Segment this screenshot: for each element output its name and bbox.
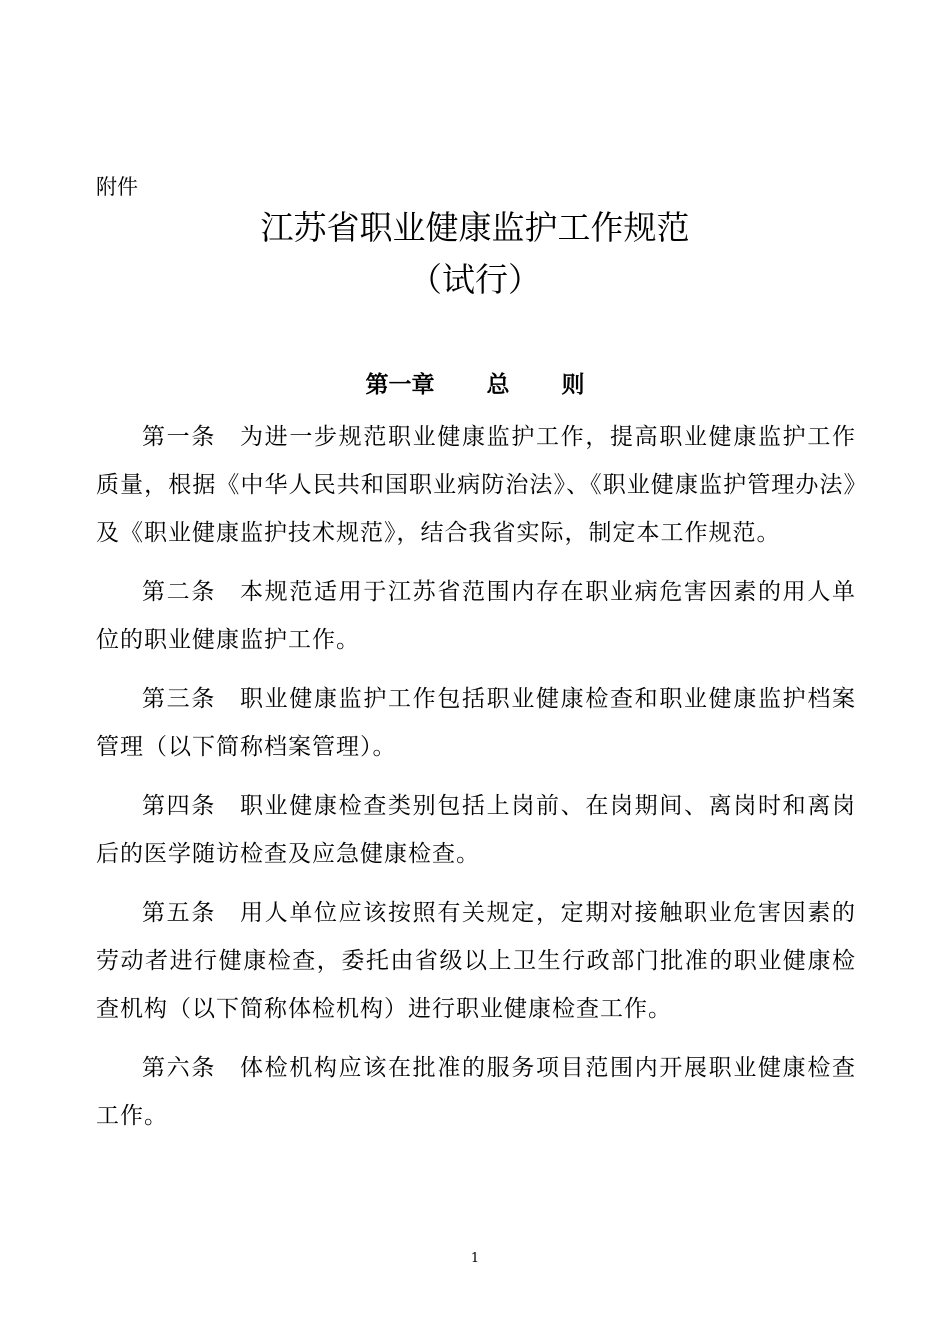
article-text: 本规范适用于江苏省范围内存在职业病危害因素的用人单位的职业健康监护工作。 bbox=[96, 579, 856, 653]
article bbox=[96, 568, 856, 664]
article-label: 第六条 bbox=[142, 1055, 216, 1081]
article bbox=[96, 675, 856, 771]
chapter-word-1: 总 bbox=[486, 372, 510, 398]
article bbox=[96, 1044, 856, 1140]
article-label: 第二条 bbox=[142, 579, 216, 605]
article bbox=[96, 889, 856, 1033]
article-text: 体检机构应该在批准的服务项目范围内开展职业健康检查工作。 bbox=[96, 1055, 856, 1129]
article-text: 职业健康检查类别包括上岗前、在岗期间、离岗时和离岗后的医学随访检查及应急健康检查。 bbox=[96, 793, 856, 867]
document-body bbox=[96, 413, 856, 1151]
document-subtitle: （试行） bbox=[409, 260, 541, 299]
article-text: 为进一步规范职业健康监护工作，提高职业健康监护工作质量，根据《中华人民共和国职业病防治法》、《职业健康监护管理办法》及《职业健康监护技术规范》，结合我省实际，制定本工作规范。 bbox=[96, 424, 856, 546]
chapter-label: 第一章 bbox=[365, 372, 435, 398]
attachment-label: 附件 bbox=[96, 175, 138, 199]
article-text: 用人单位应该按照有关规定，定期对接触职业危害因素的劳动者进行健康检查，委托由省级以上卫生行政部门批准的职业健康检查机构（以下简称体检机构）进行职业健康检查工作。 bbox=[96, 900, 856, 1022]
article-label: 第四条 bbox=[142, 793, 216, 819]
article-label: 第一条 bbox=[142, 424, 216, 450]
chapter-heading bbox=[0, 368, 950, 402]
chapter-word-2: 则 bbox=[561, 372, 585, 398]
article bbox=[96, 782, 856, 878]
article-label: 第三条 bbox=[142, 686, 216, 712]
document-title: 江苏省职业健康监护工作规范 bbox=[260, 208, 690, 247]
article bbox=[96, 413, 856, 557]
page-number: 1 bbox=[470, 1251, 480, 1266]
article-label: 第五条 bbox=[142, 900, 216, 926]
article-text: 职业健康监护工作包括职业健康检查和职业健康监护档案管理（以下简称档案管理）。 bbox=[96, 686, 856, 760]
